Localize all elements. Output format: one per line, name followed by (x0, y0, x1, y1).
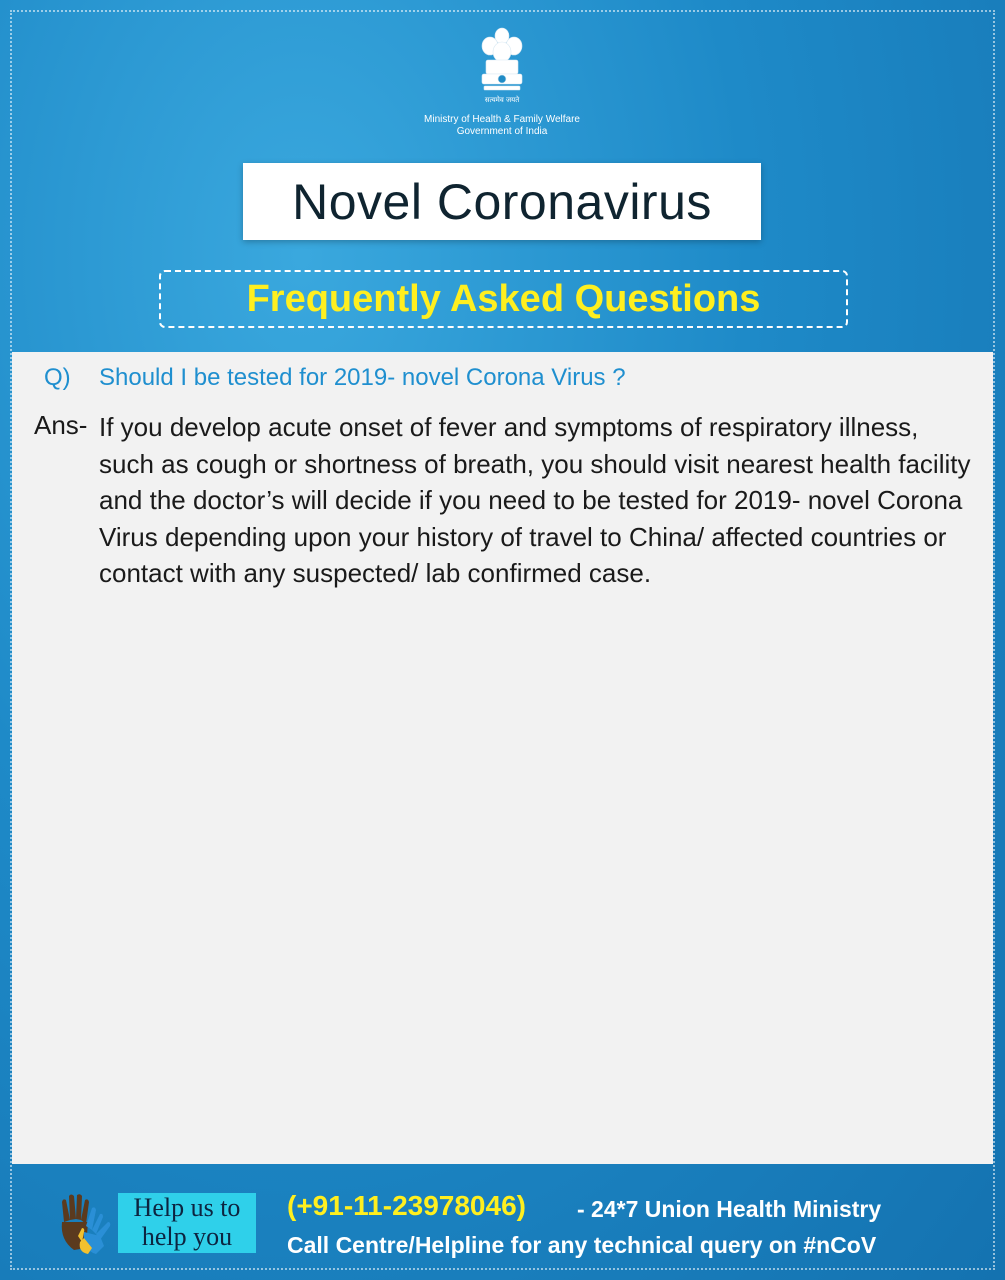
page-title-box (243, 163, 761, 240)
question-label: Q) (44, 364, 71, 391)
helpline-suffix: - 24*7 Union Health Ministry (577, 1196, 882, 1222)
ministry-name (352, 114, 652, 138)
page-title: Novel Coronavirus (292, 173, 712, 230)
faq-heading-box (159, 270, 848, 328)
question-text: Should I be tested for 2019- novel Corona Virus ? (99, 364, 626, 391)
svg-text:सत्यमेव जयते: सत्यमेव जयते (484, 96, 520, 104)
help-line-2: help you (141, 1222, 233, 1251)
helpline-description: Call Centre/Helpline for any technical query on #nCoV (287, 1232, 877, 1258)
national-emblem-icon (470, 24, 534, 108)
help-line-1: Help us to (133, 1193, 241, 1222)
help-us-badge (118, 1193, 256, 1253)
answer-text: If you develop acute onset of fever and symptoms of respiratory illness, such as cough or shortness of breath, you should visit nearest health facility and the doctor’s will decide if you need to be tested for 2019- novel Corona Virus depending upon your history of travel to China/ affected countries or contact with any suspected/ lab confirmed case. (99, 412, 971, 588)
helpline-phone[interactable]: (+91-11-23978046) (287, 1190, 526, 1221)
answer-label: Ans- (34, 410, 88, 440)
ministry-line-1: Ministry of Health & Family Welfare (424, 114, 580, 125)
faq-heading: Frequently Asked Questions (246, 277, 761, 320)
ministry-line-2: Government of India (456, 126, 548, 137)
helping-hands-icon (56, 1192, 118, 1256)
